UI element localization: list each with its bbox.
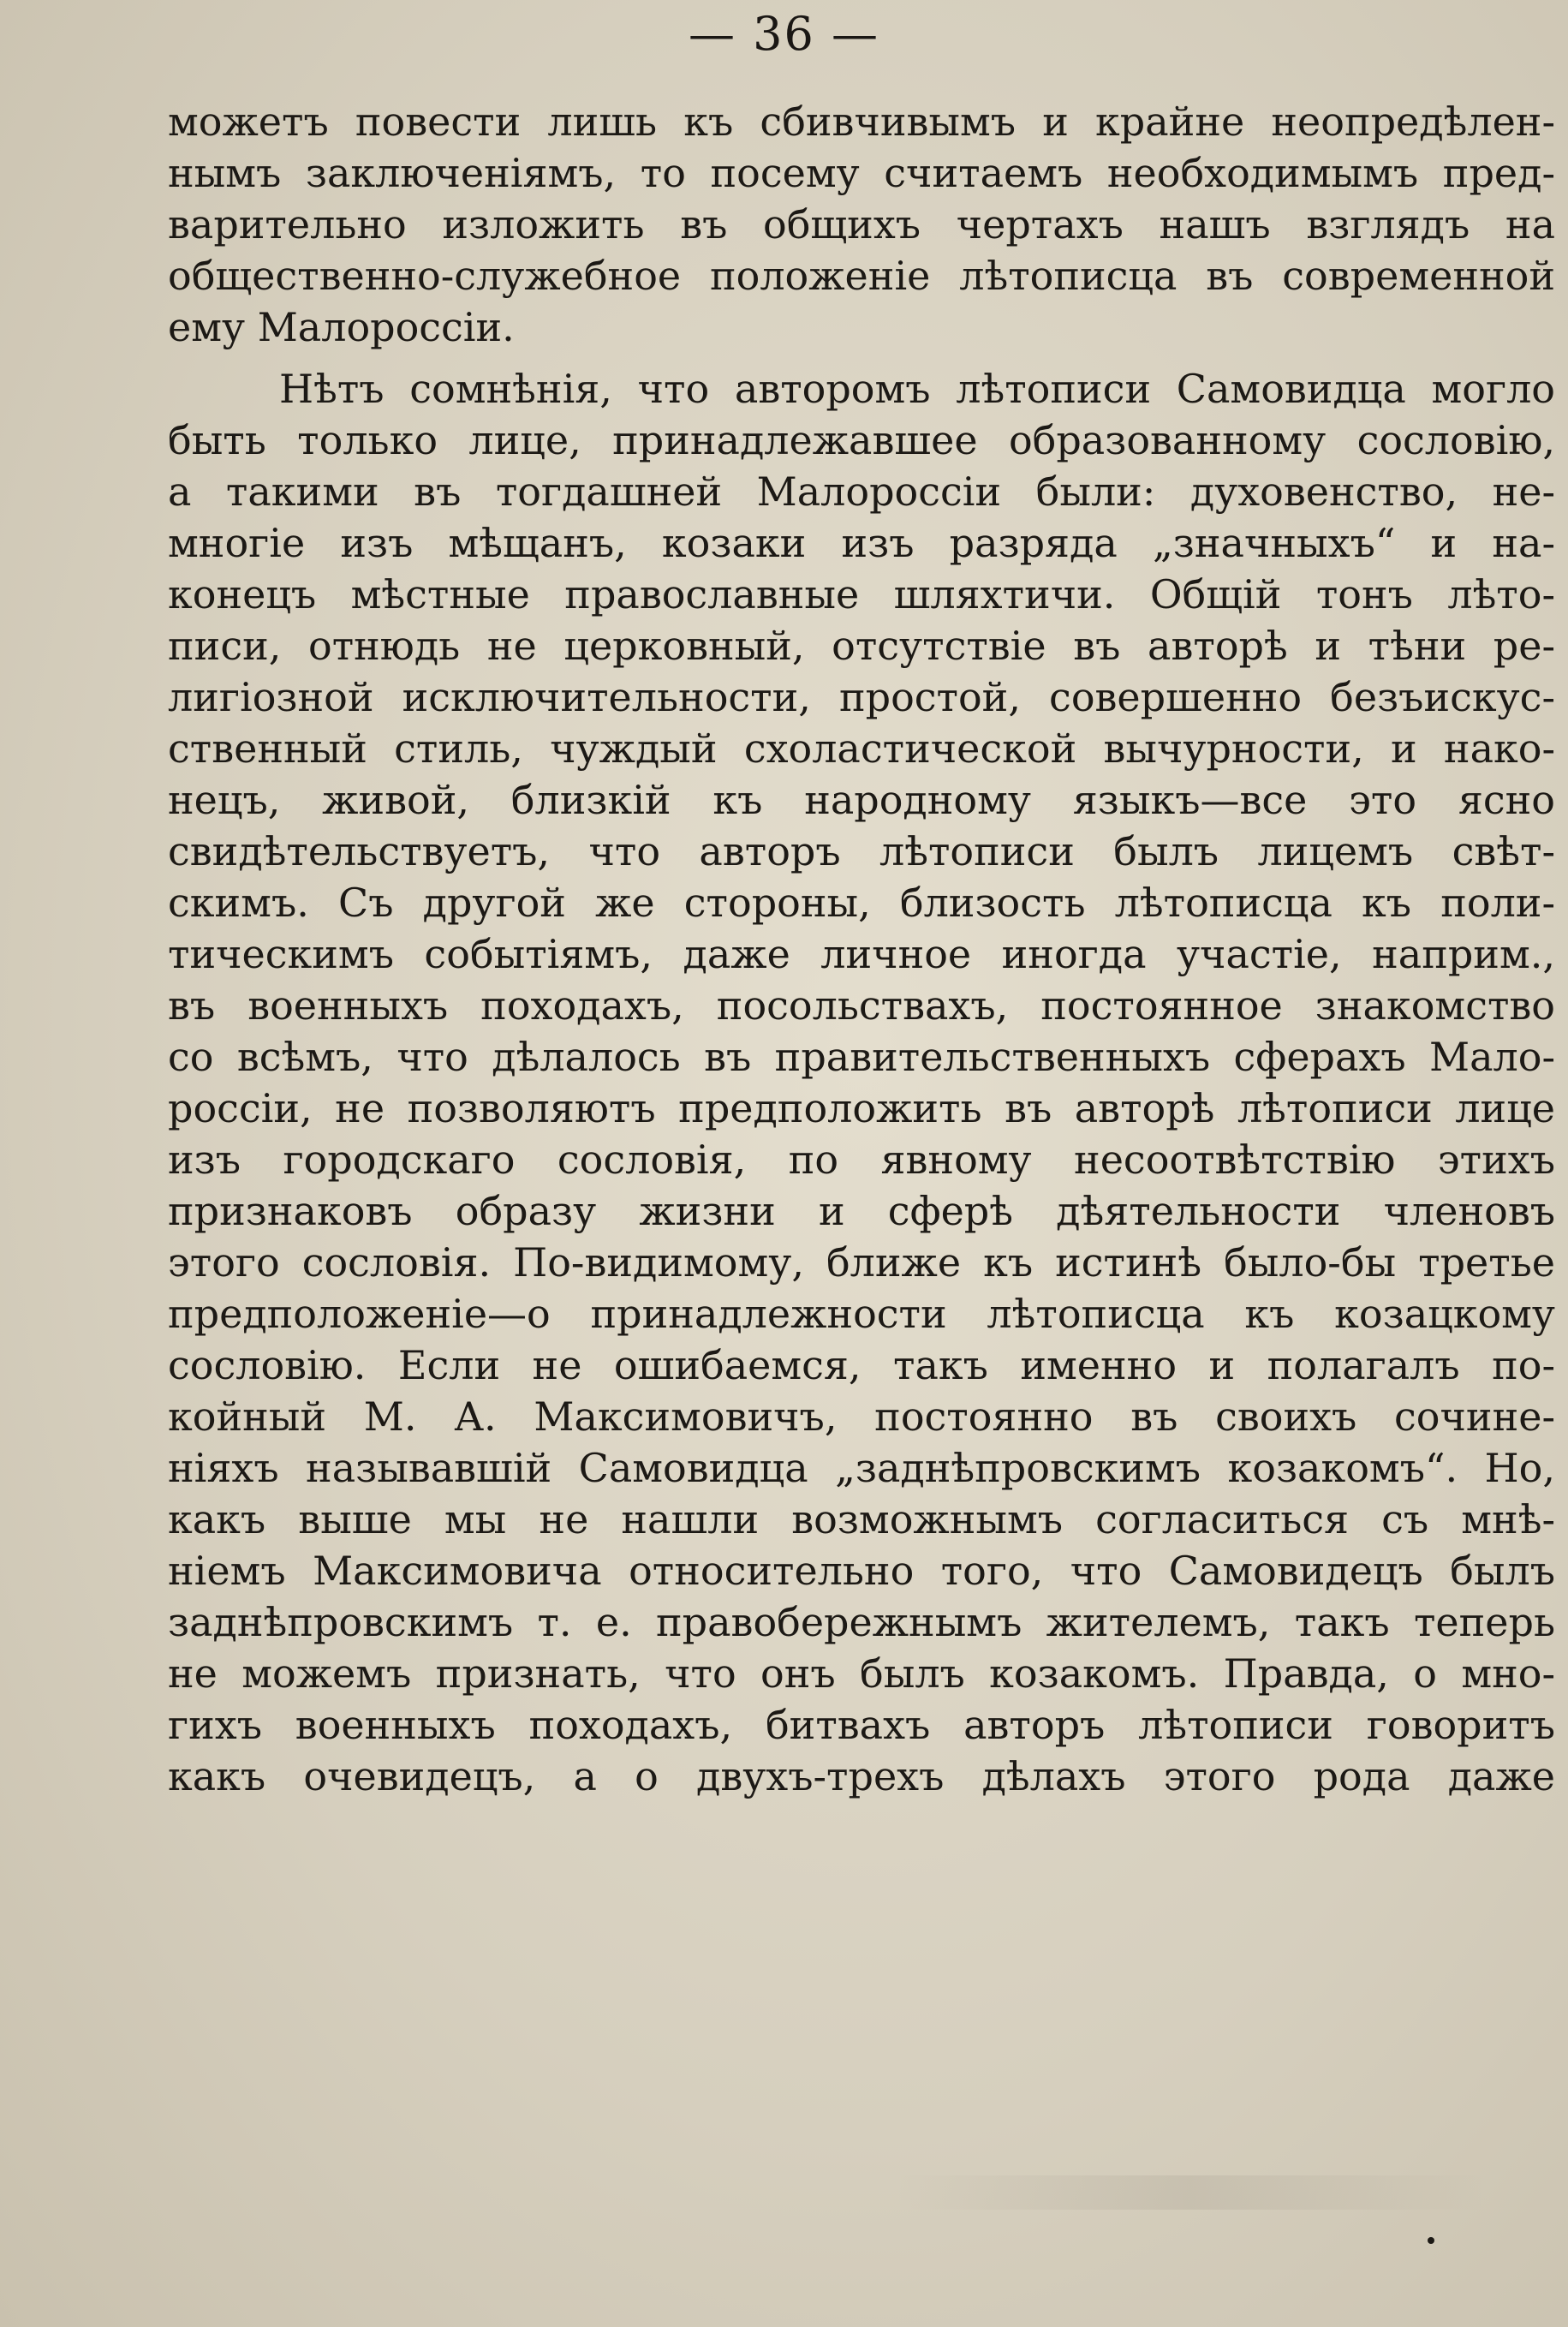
- text-line: признаковъ образу жизни и сферѣ дѣятельности членовъ: [168, 1188, 1555, 1234]
- body-text: [168, 96, 1555, 1802]
- text-line: койный М. А. Максимовичъ, постоянно въ своихъ сочине-: [168, 1393, 1555, 1440]
- page-number: — 36 —: [688, 7, 880, 61]
- text-line: нецъ, живой, близкій къ народному языкъ—все это ясно: [168, 777, 1555, 823]
- text-line: а такими въ тогдашней Малороссіи были: духовенство, не-: [168, 468, 1555, 515]
- ink-dot: [1428, 2237, 1434, 2244]
- text-line: сословію. Если не ошибаемся, такъ именно и полагалъ по-: [168, 1342, 1555, 1388]
- text-line: писи, отнюдь не церковный, отсутствіе въ авторѣ и тѣни ре-: [168, 623, 1555, 669]
- text-line: гихъ военныхъ походахъ, битвахъ авторъ лѣтописи говоритъ: [168, 1702, 1555, 1748]
- text-line: какъ выше мы не нашли возможнымъ согласиться съ мнѣ-: [168, 1496, 1555, 1542]
- text-line: россіи, не позволяютъ предположить въ авторѣ лѣтописи лице: [168, 1085, 1555, 1131]
- paragraph-start-line: Нѣтъ сомнѣнія, что авторомъ лѣтописи Самовидца могло: [279, 366, 1555, 412]
- text-line: заднѣпровскимъ т. е. правобережнымъ жителемъ, такъ теперь: [168, 1599, 1555, 1645]
- text-line: этого сословія. По-видимому, ближе къ истинѣ было-бы третье: [168, 1239, 1555, 1286]
- text-line: въ военныхъ походахъ, посольствахъ, постоянное знакомство: [168, 982, 1555, 1029]
- text-line: какъ очевидецъ, а о двухъ-трехъ дѣлахъ этого рода даже: [168, 1753, 1555, 1799]
- text-line: изъ городскаго сословія, по явному несоотвѣтствію этихъ: [168, 1137, 1555, 1183]
- text-line: свидѣтельствуетъ, что авторъ лѣтописи былъ лицемъ свѣт-: [168, 828, 1555, 874]
- text-line: ніяхъ называвшій Самовидца „заднѣпровскимъ козакомъ“. Но,: [168, 1445, 1555, 1491]
- text-line: ему Малороссіи.: [168, 304, 515, 350]
- text-line: быть только лице, принадлежавшее образованному сословію,: [168, 417, 1555, 463]
- text-line: ніемъ Максимовича относительно того, что Самовидецъ былъ: [168, 1548, 1555, 1594]
- text-line: лигіозной исключительности, простой, совершенно безъискус-: [168, 674, 1555, 720]
- text-line: со всѣмъ, что дѣлалось въ правительственныхъ сферахъ Мало-: [168, 1034, 1555, 1080]
- show-through-shadow: [891, 2175, 1490, 2210]
- text-line: нымъ заключеніямъ, то посему считаемъ необходимымъ пред-: [168, 150, 1555, 196]
- text-line: можетъ повести лишь къ сбивчивымъ и крайне неопредѣлен-: [168, 98, 1555, 145]
- text-line: многіе изъ мѣщанъ, козаки изъ разряда „значныхъ“ и на-: [168, 520, 1555, 566]
- text-line: тическимъ событіямъ, даже личное иногда участіе, наприм.,: [168, 931, 1555, 977]
- text-line: не можемъ признать, что онъ былъ козакомъ. Правда, о мно-: [168, 1650, 1555, 1697]
- text-line: скимъ. Съ другой же стороны, близость лѣтописца къ поли-: [168, 880, 1555, 926]
- text-line: варительно изложить въ общихъ чертахъ нашъ взглядъ на: [168, 201, 1555, 248]
- text-line: конецъ мѣстные православные шляхтичи. Общій тонъ лѣто-: [168, 571, 1555, 618]
- text-line: предположеніе—о принадлежности лѣтописца къ козацкому: [168, 1291, 1555, 1337]
- text-line: ственный стиль, чуждый схоластической вычурности, и нако-: [168, 725, 1555, 772]
- text-line: общественно-служебное положеніе лѣтописца въ современной: [168, 253, 1555, 299]
